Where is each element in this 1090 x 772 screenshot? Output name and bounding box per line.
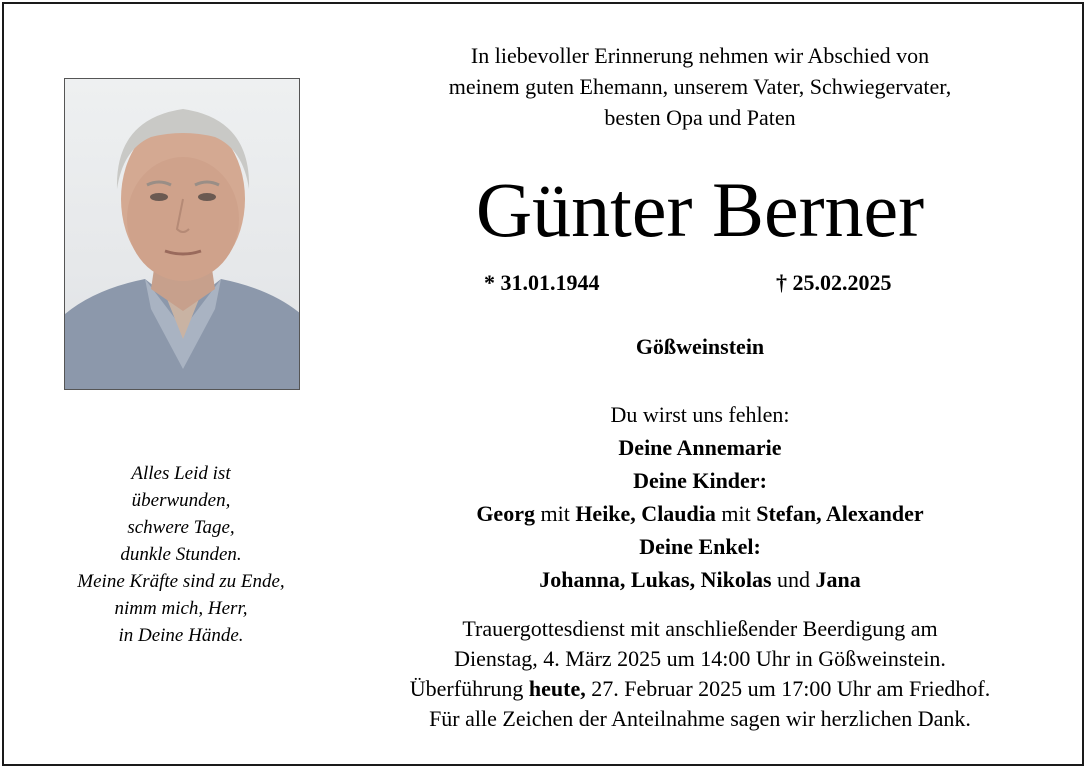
poem-line: überwunden, xyxy=(131,490,231,511)
thanks-line: Für alle Zeichen der Anteilnahme sagen wir herzlichen Dank. xyxy=(429,706,971,731)
child-name: Georg xyxy=(476,501,535,526)
grandchild-names: Johanna, Lukas, Nikolas xyxy=(539,567,772,592)
poem-line: schwere Tage, xyxy=(127,517,235,538)
miss-line: Du wirst uns fehlen: xyxy=(610,402,790,427)
death-date: † 25.02.2025 xyxy=(776,270,892,295)
poem-line: Alles Leid ist xyxy=(131,463,231,484)
portrait-photo xyxy=(64,78,300,390)
connector-text: mit xyxy=(715,501,757,526)
child-name: Heike, Claudia xyxy=(575,501,716,526)
intro-line: In liebevoller Erinnerung nehmen wir Abschied von xyxy=(470,43,930,68)
connector-text: und xyxy=(771,567,816,592)
poem-line: nimm mich, Herr, xyxy=(114,598,248,619)
transfer-prefix: Überführung xyxy=(409,676,529,701)
poem xyxy=(40,460,322,649)
service-line: Dienstag, 4. März 2025 um 14:00 Uhr in Gößweinstein. xyxy=(454,646,946,671)
hometown: Gößweinstein xyxy=(635,334,765,359)
grandchildren-line xyxy=(330,563,1070,596)
poem-line: dunkle Stunden. xyxy=(120,544,242,565)
children-line xyxy=(330,497,1070,530)
transfer-suffix: 27. Februar 2025 um 17:00 Uhr am Friedhof. xyxy=(585,676,991,701)
poem-line: in Deine Hände. xyxy=(118,625,244,646)
transfer-line xyxy=(330,674,1070,704)
connector-text: mit xyxy=(534,501,576,526)
deceased-name: Günter Berner xyxy=(475,166,925,253)
intro-text xyxy=(330,40,1070,133)
poem-line: Meine Kräfte sind zu Ende, xyxy=(77,571,285,592)
grandchild-name: Jana xyxy=(815,567,861,592)
intro-line: meinem guten Ehemann, unserem Vater, Schwiegervater, xyxy=(448,74,952,99)
transfer-today: heute, xyxy=(528,676,586,701)
service-info xyxy=(330,614,1070,734)
intro-line: besten Opa und Paten xyxy=(604,105,796,130)
family-list xyxy=(330,398,1070,596)
birth-date: * 31.01.1944 xyxy=(484,270,600,295)
grandchildren-heading: Deine Enkel: xyxy=(639,534,761,559)
service-line: Trauergottesdienst mit anschließender Beerdigung am xyxy=(462,616,938,641)
spouse-name: Deine Annemarie xyxy=(618,435,782,460)
children-heading: Deine Kinder: xyxy=(633,468,767,493)
child-name: Stefan, Alexander xyxy=(756,501,924,526)
